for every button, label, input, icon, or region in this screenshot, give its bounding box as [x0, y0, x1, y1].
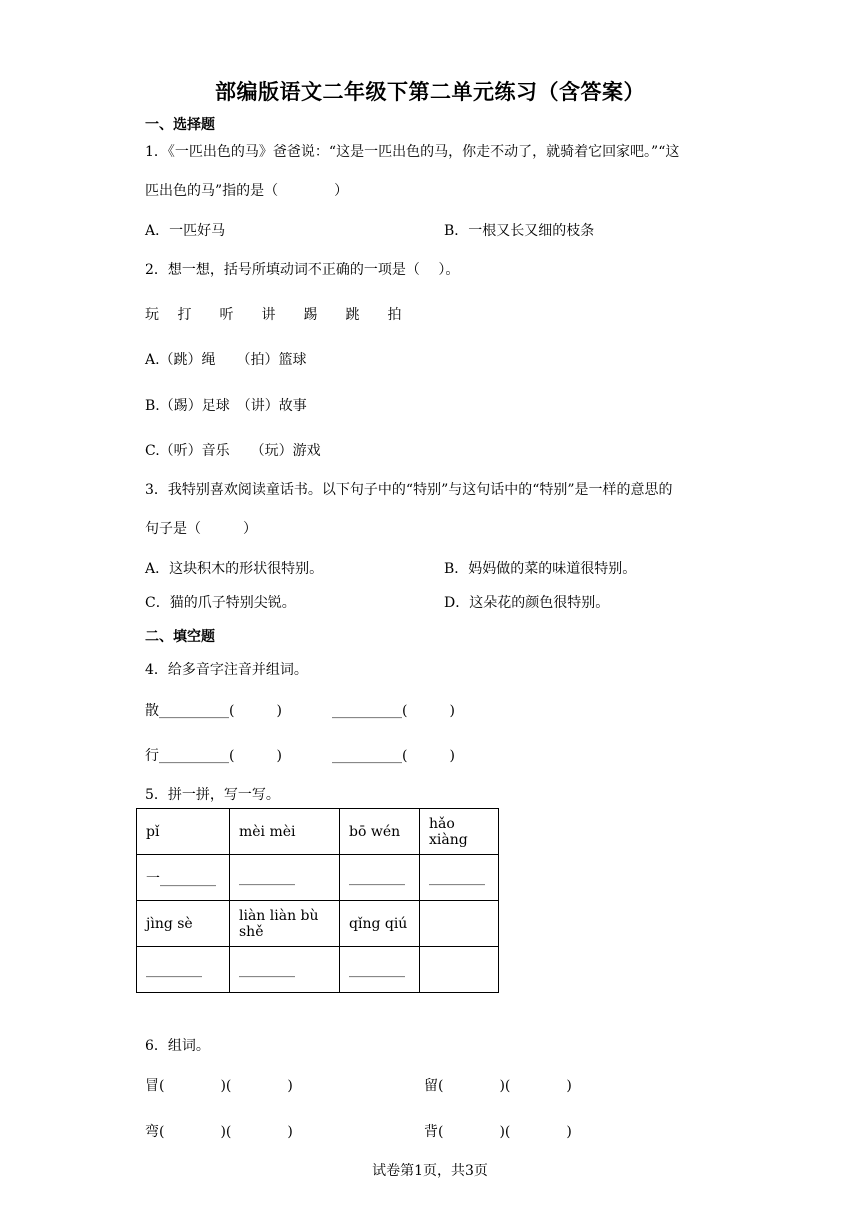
word-group-item[interactable]: 留( )( ): [424, 1078, 572, 1094]
answer-blank[interactable]: __________( ): [159, 703, 282, 719]
table-row: [137, 855, 499, 901]
table-row: [137, 901, 499, 947]
question-1-option-a: A．一匹好马: [145, 223, 226, 239]
question-1-line-2: 匹出色的马”指的是（ ）: [145, 183, 349, 199]
question-6-stem: 6．组词。: [145, 1038, 210, 1054]
question-4-stem: 4．给多音字注音并组词。: [145, 662, 308, 678]
word-group-item[interactable]: 弯( )( ): [145, 1124, 293, 1140]
pinyin-cell: mèi mèi: [230, 809, 340, 855]
writing-cell[interactable]: ________: [137, 947, 230, 993]
question-3-option-d: D．这朵花的颜色很特别。: [444, 595, 610, 611]
table-row: [137, 809, 499, 855]
pinyin-cell: bō wén: [340, 809, 420, 855]
writing-cell[interactable]: ________: [420, 855, 499, 901]
writing-cell[interactable]: ________: [230, 947, 340, 993]
pinyin-cell: qǐng qiú: [340, 901, 420, 947]
answer-blank[interactable]: __________( ): [332, 703, 455, 719]
question-5-stem: 5．拼一拼，写一写。: [145, 787, 280, 803]
pinyin-cell: pǐ: [137, 809, 230, 855]
pinyin-cell: liàn liàn bù shě: [230, 901, 340, 947]
polyphone-char: 散: [145, 703, 159, 719]
section-heading-fill: 二、填空题: [145, 629, 215, 645]
pinyin-cell: hǎo xiàng: [420, 809, 499, 855]
writing-cell: [420, 947, 499, 993]
writing-cell[interactable]: 一________: [137, 855, 230, 901]
question-2-option-c: C.（听）音乐 （玩）游戏: [145, 443, 321, 459]
table-row: [137, 947, 499, 993]
section-heading-choice: 一、选择题: [145, 117, 215, 133]
word-group-item[interactable]: 背( )( ): [424, 1124, 572, 1140]
question-2-stem: 2．想一想，括号所填动词不正确的一项是（ ）。: [145, 262, 460, 278]
question-3-option-b: B．妈妈做的菜的味道很特别。: [444, 561, 637, 577]
writing-cell[interactable]: ________: [230, 855, 340, 901]
page-title: 部编版语文二年级下第二单元练习（含答案）: [215, 80, 645, 104]
question-1-line-1: 1．《一匹出色的马》爸爸说：“这是一匹出色的马，你走不动了，就骑着它回家吧。”“这: [145, 144, 680, 160]
writing-cell[interactable]: ________: [340, 855, 420, 901]
question-3-line-2: 句子是（ ）: [145, 521, 257, 537]
question-2-word-list: 玩 打 听 讲 踢 跳 拍: [145, 307, 402, 323]
pinyin-table: [136, 808, 499, 993]
word-group-item[interactable]: 冒( )( ): [145, 1078, 293, 1094]
question-1-option-b: B．一根又长又细的枝条: [444, 223, 595, 239]
writing-cell[interactable]: ________: [340, 947, 420, 993]
question-3-line-1: 3．我特别喜欢阅读童话书。以下句子中的“特别”与这句话中的“特别”是一样的意思的: [145, 482, 673, 498]
answer-blank[interactable]: __________( ): [332, 748, 455, 764]
answer-blank[interactable]: __________( ): [159, 748, 282, 764]
question-2-option-b: B.（踢）足球 （讲）故事: [145, 398, 307, 414]
polyphone-char: 行: [145, 748, 159, 764]
question-4-row-2: [145, 745, 282, 765]
question-4-row-1: [145, 700, 282, 720]
pinyin-cell: [420, 901, 499, 947]
question-3-option-c: C．猫的爪子特别尖锐。: [145, 595, 296, 611]
question-2-option-a: A.（跳）绳 （拍）篮球: [145, 352, 307, 368]
question-3-option-a: A．这块积木的形状很特别。: [145, 561, 324, 577]
page-footer: 试卷第1页，共3页: [372, 1163, 488, 1179]
pinyin-cell: jìng sè: [137, 901, 230, 947]
